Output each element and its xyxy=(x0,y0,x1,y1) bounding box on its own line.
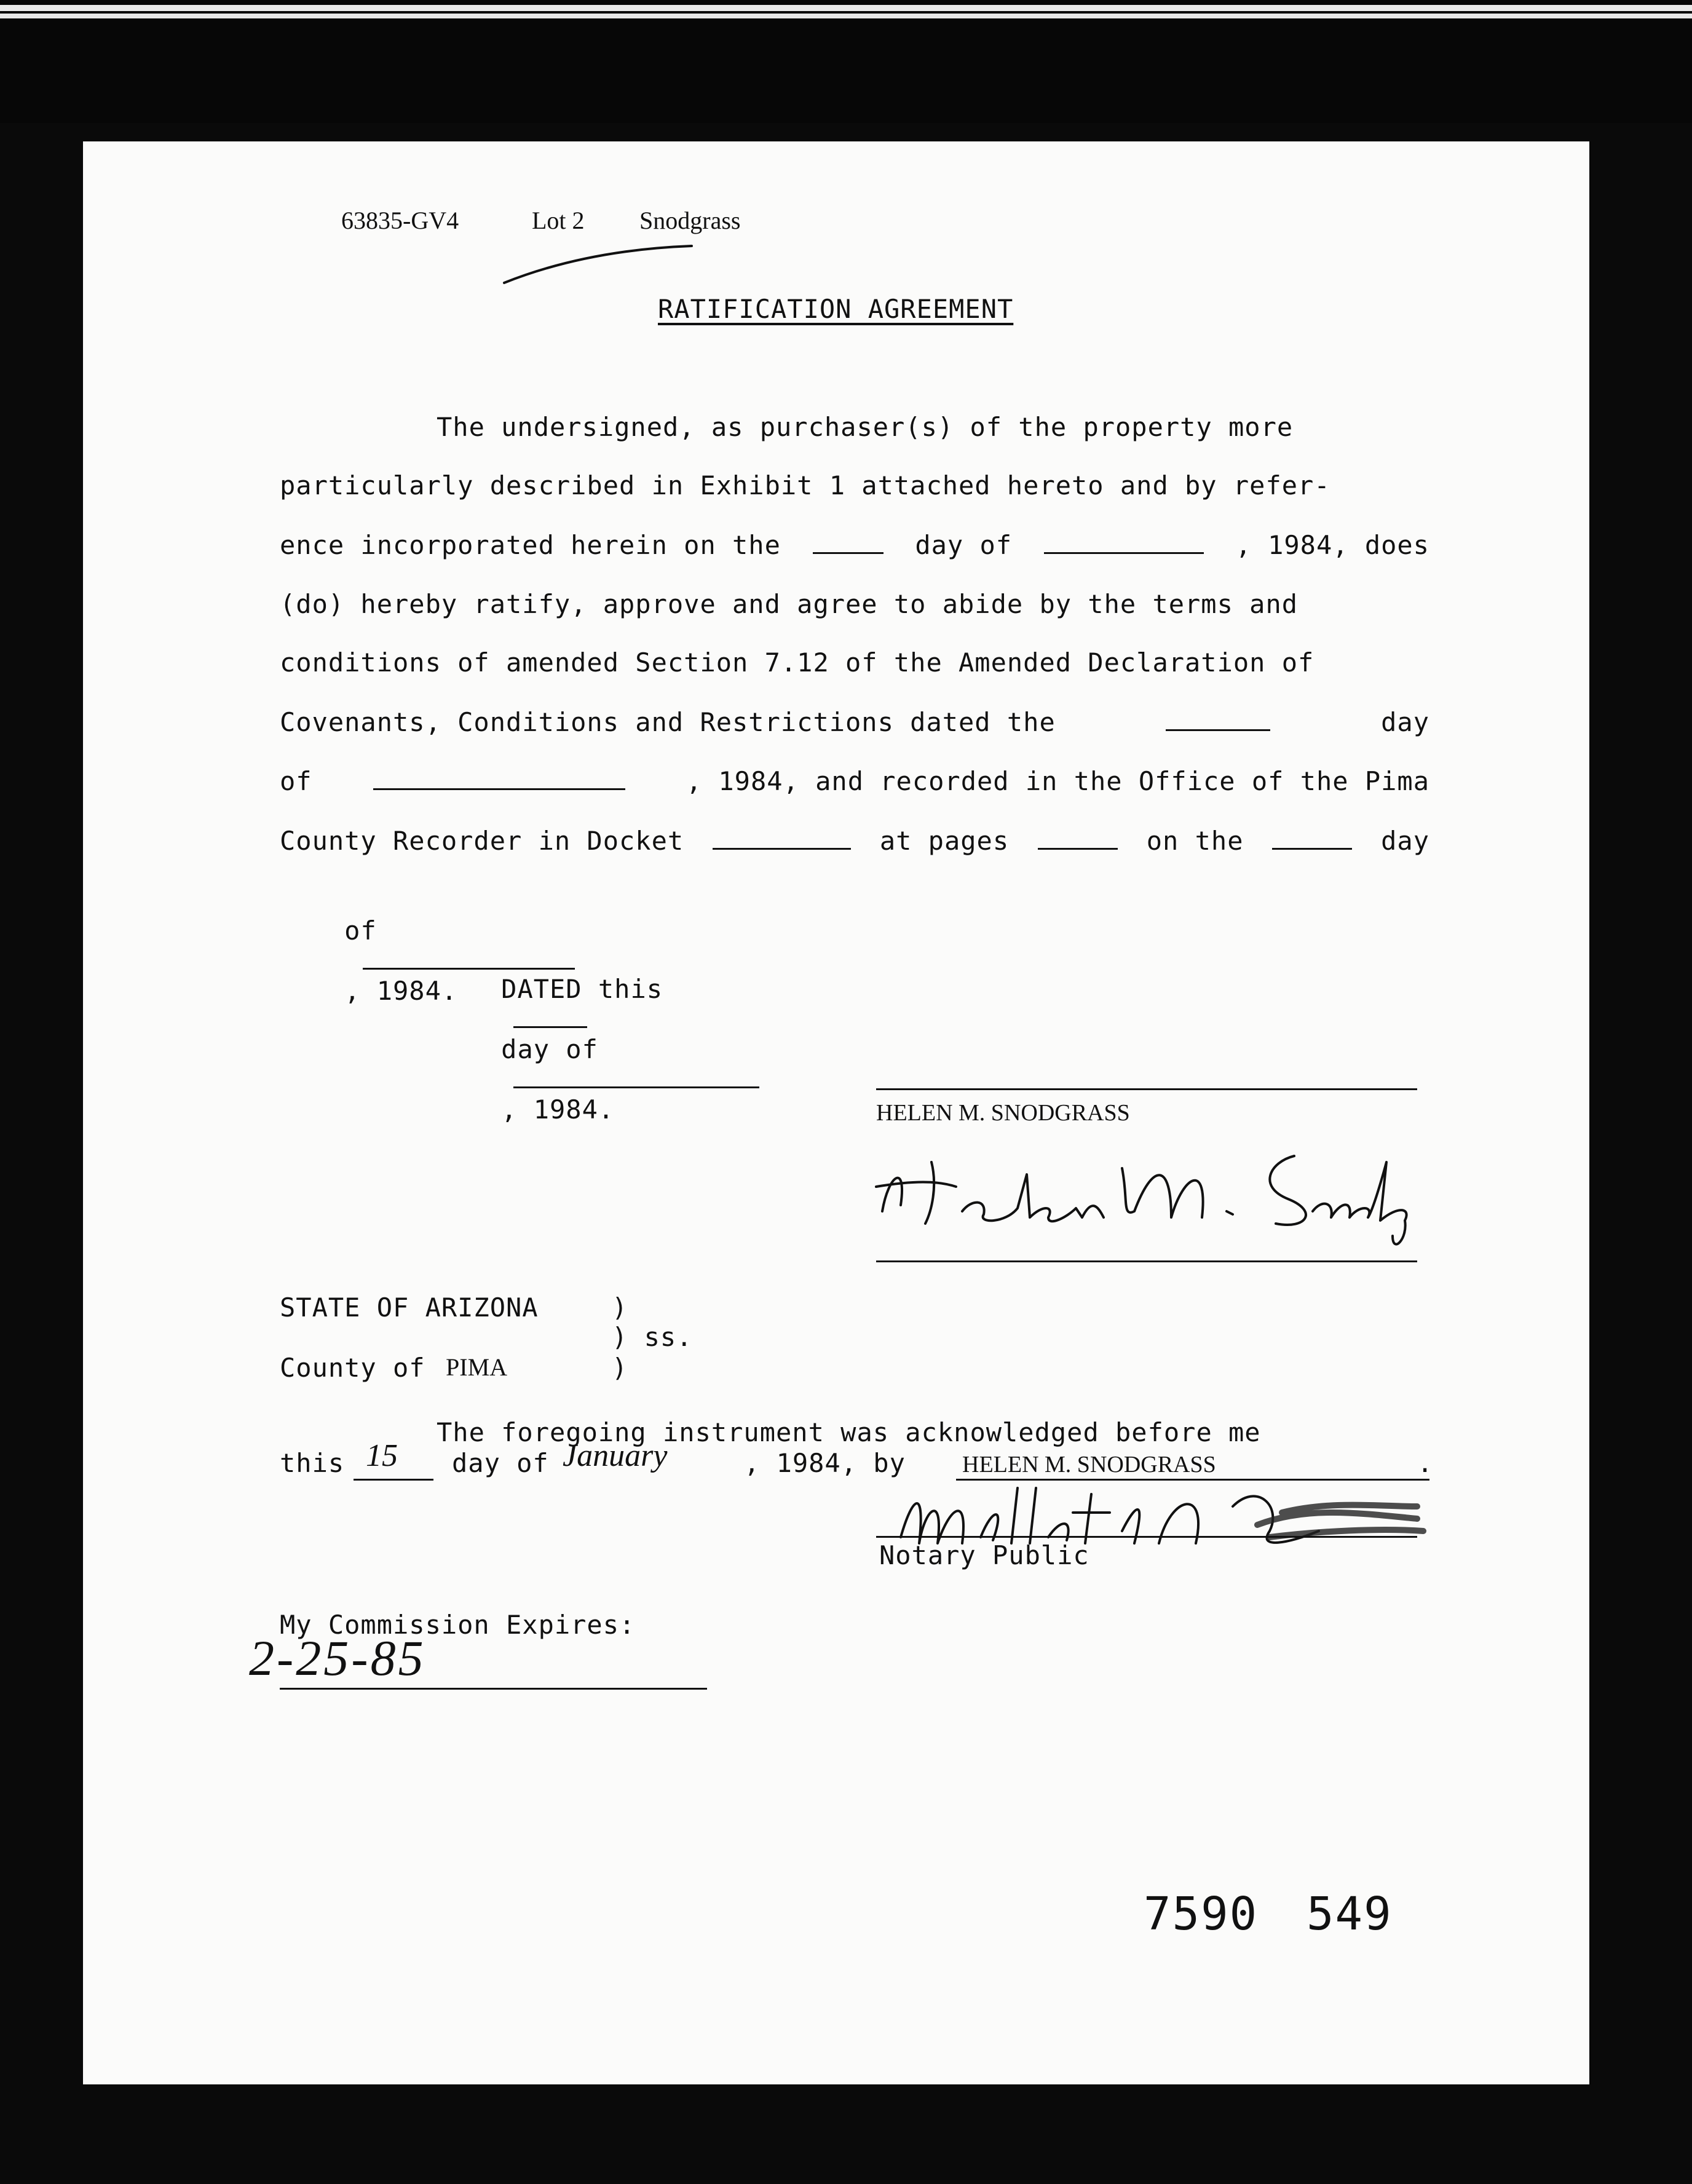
venue-county-label: County of xyxy=(280,1353,425,1383)
venue-paren: ) xyxy=(612,1353,628,1383)
page-number-left: 7590 xyxy=(1144,1888,1259,1941)
venue-state: STATE OF ARIZONA xyxy=(280,1292,539,1323)
paragraph-line xyxy=(280,470,1429,501)
blank-field xyxy=(513,1064,759,1088)
paragraph-text: particularly described in Exhibit 1 attached hereto and by refer- xyxy=(280,470,1330,501)
blank-field xyxy=(513,1004,587,1028)
lot-number: Lot 2 xyxy=(532,207,585,234)
paragraph-text: on the xyxy=(1146,826,1244,856)
dated-text: , 1984. xyxy=(501,1094,615,1125)
paragraph-text: of xyxy=(280,766,312,796)
paragraph-text: day xyxy=(1381,826,1429,856)
paragraph-text: day of xyxy=(915,530,1013,560)
venue-paren: ) xyxy=(612,1292,628,1323)
venue-ss: ) ss. xyxy=(612,1322,693,1352)
notary-label: Notary Public xyxy=(879,1540,1089,1570)
acknowledgment-text: The foregoing instrument was acknowledged before me xyxy=(437,1417,1261,1447)
commission-label: My Commission Expires: xyxy=(280,1610,636,1640)
acknowledgment-period: . xyxy=(1417,1448,1434,1478)
document-page xyxy=(83,141,1589,2084)
paragraph-text: (do) hereby ratify, approve and agree to abide by the terms and xyxy=(280,589,1299,619)
paragraph-line xyxy=(280,589,1429,619)
notary-signature-line xyxy=(876,1536,1417,1538)
paragraph-text: The undersigned, as purchaser(s) of the property more xyxy=(437,412,1294,442)
dated-line xyxy=(437,944,759,1155)
signature-underline xyxy=(876,1260,1417,1262)
page-number-right: 549 xyxy=(1307,1888,1393,1941)
paragraph-text: ence incorporated herein on the xyxy=(280,530,781,560)
handwritten-month: January xyxy=(563,1438,668,1473)
paragraph-text: , 1984, and recorded in the Office of the Pima xyxy=(686,766,1429,796)
acknowledgment-day-of: day of xyxy=(452,1448,549,1478)
venue-county: PIMA xyxy=(446,1353,508,1381)
scan-top-border xyxy=(0,0,1692,123)
paragraph-line xyxy=(280,766,1429,796)
paragraph-line xyxy=(437,412,1429,442)
blank-field xyxy=(813,530,884,554)
paragraph-text: Covenants, Conditions and Restrictions dated the xyxy=(280,707,1056,737)
scan-band xyxy=(0,5,1692,11)
paragraph-text: of xyxy=(344,916,377,946)
acknowledgment-this: this xyxy=(280,1448,345,1478)
acknowledgment-year: , 1984, by xyxy=(744,1448,906,1478)
paragraph-text: , 1984. xyxy=(344,976,458,1006)
file-number: 63835-GV4 xyxy=(341,207,459,234)
blank-field xyxy=(713,826,851,850)
day-line xyxy=(354,1479,433,1481)
document-title: RATIFICATION AGREEMENT xyxy=(658,294,1014,324)
acknowledgment-name: HELEN M. SNODGRASS xyxy=(962,1452,1216,1478)
paragraph-line xyxy=(280,826,1429,856)
signer-signature xyxy=(864,1138,1454,1260)
header-name: Snodgrass xyxy=(639,207,741,234)
paragraph-line xyxy=(280,530,1429,560)
scan-band xyxy=(0,14,1692,18)
paragraph-line xyxy=(280,647,1429,678)
commission-line xyxy=(280,1688,707,1690)
dated-text: DATED this xyxy=(501,974,663,1004)
paragraph-text: day xyxy=(1381,707,1429,737)
dated-text: day of xyxy=(501,1034,598,1064)
commission-date: 2-25-85 xyxy=(249,1630,426,1686)
blank-field xyxy=(1044,530,1204,554)
blank-field xyxy=(373,766,625,790)
handwritten-day: 15 xyxy=(366,1438,398,1473)
blank-field xyxy=(1038,826,1118,850)
signature-line xyxy=(876,1088,1417,1090)
blank-field xyxy=(1166,707,1270,731)
blank-field xyxy=(1272,826,1352,850)
paragraph-text: conditions of amended Section 7.12 of the Amended Declaration of xyxy=(280,647,1314,678)
paragraph-text: at pages xyxy=(879,826,1010,856)
paragraph-text: County Recorder in Docket xyxy=(280,826,684,856)
paragraph-line xyxy=(280,707,1429,737)
header-pen-stroke xyxy=(501,221,698,289)
signer-printed-name: HELEN M. SNODGRASS xyxy=(876,1100,1130,1126)
paragraph-text: , 1984, does xyxy=(1235,530,1429,560)
